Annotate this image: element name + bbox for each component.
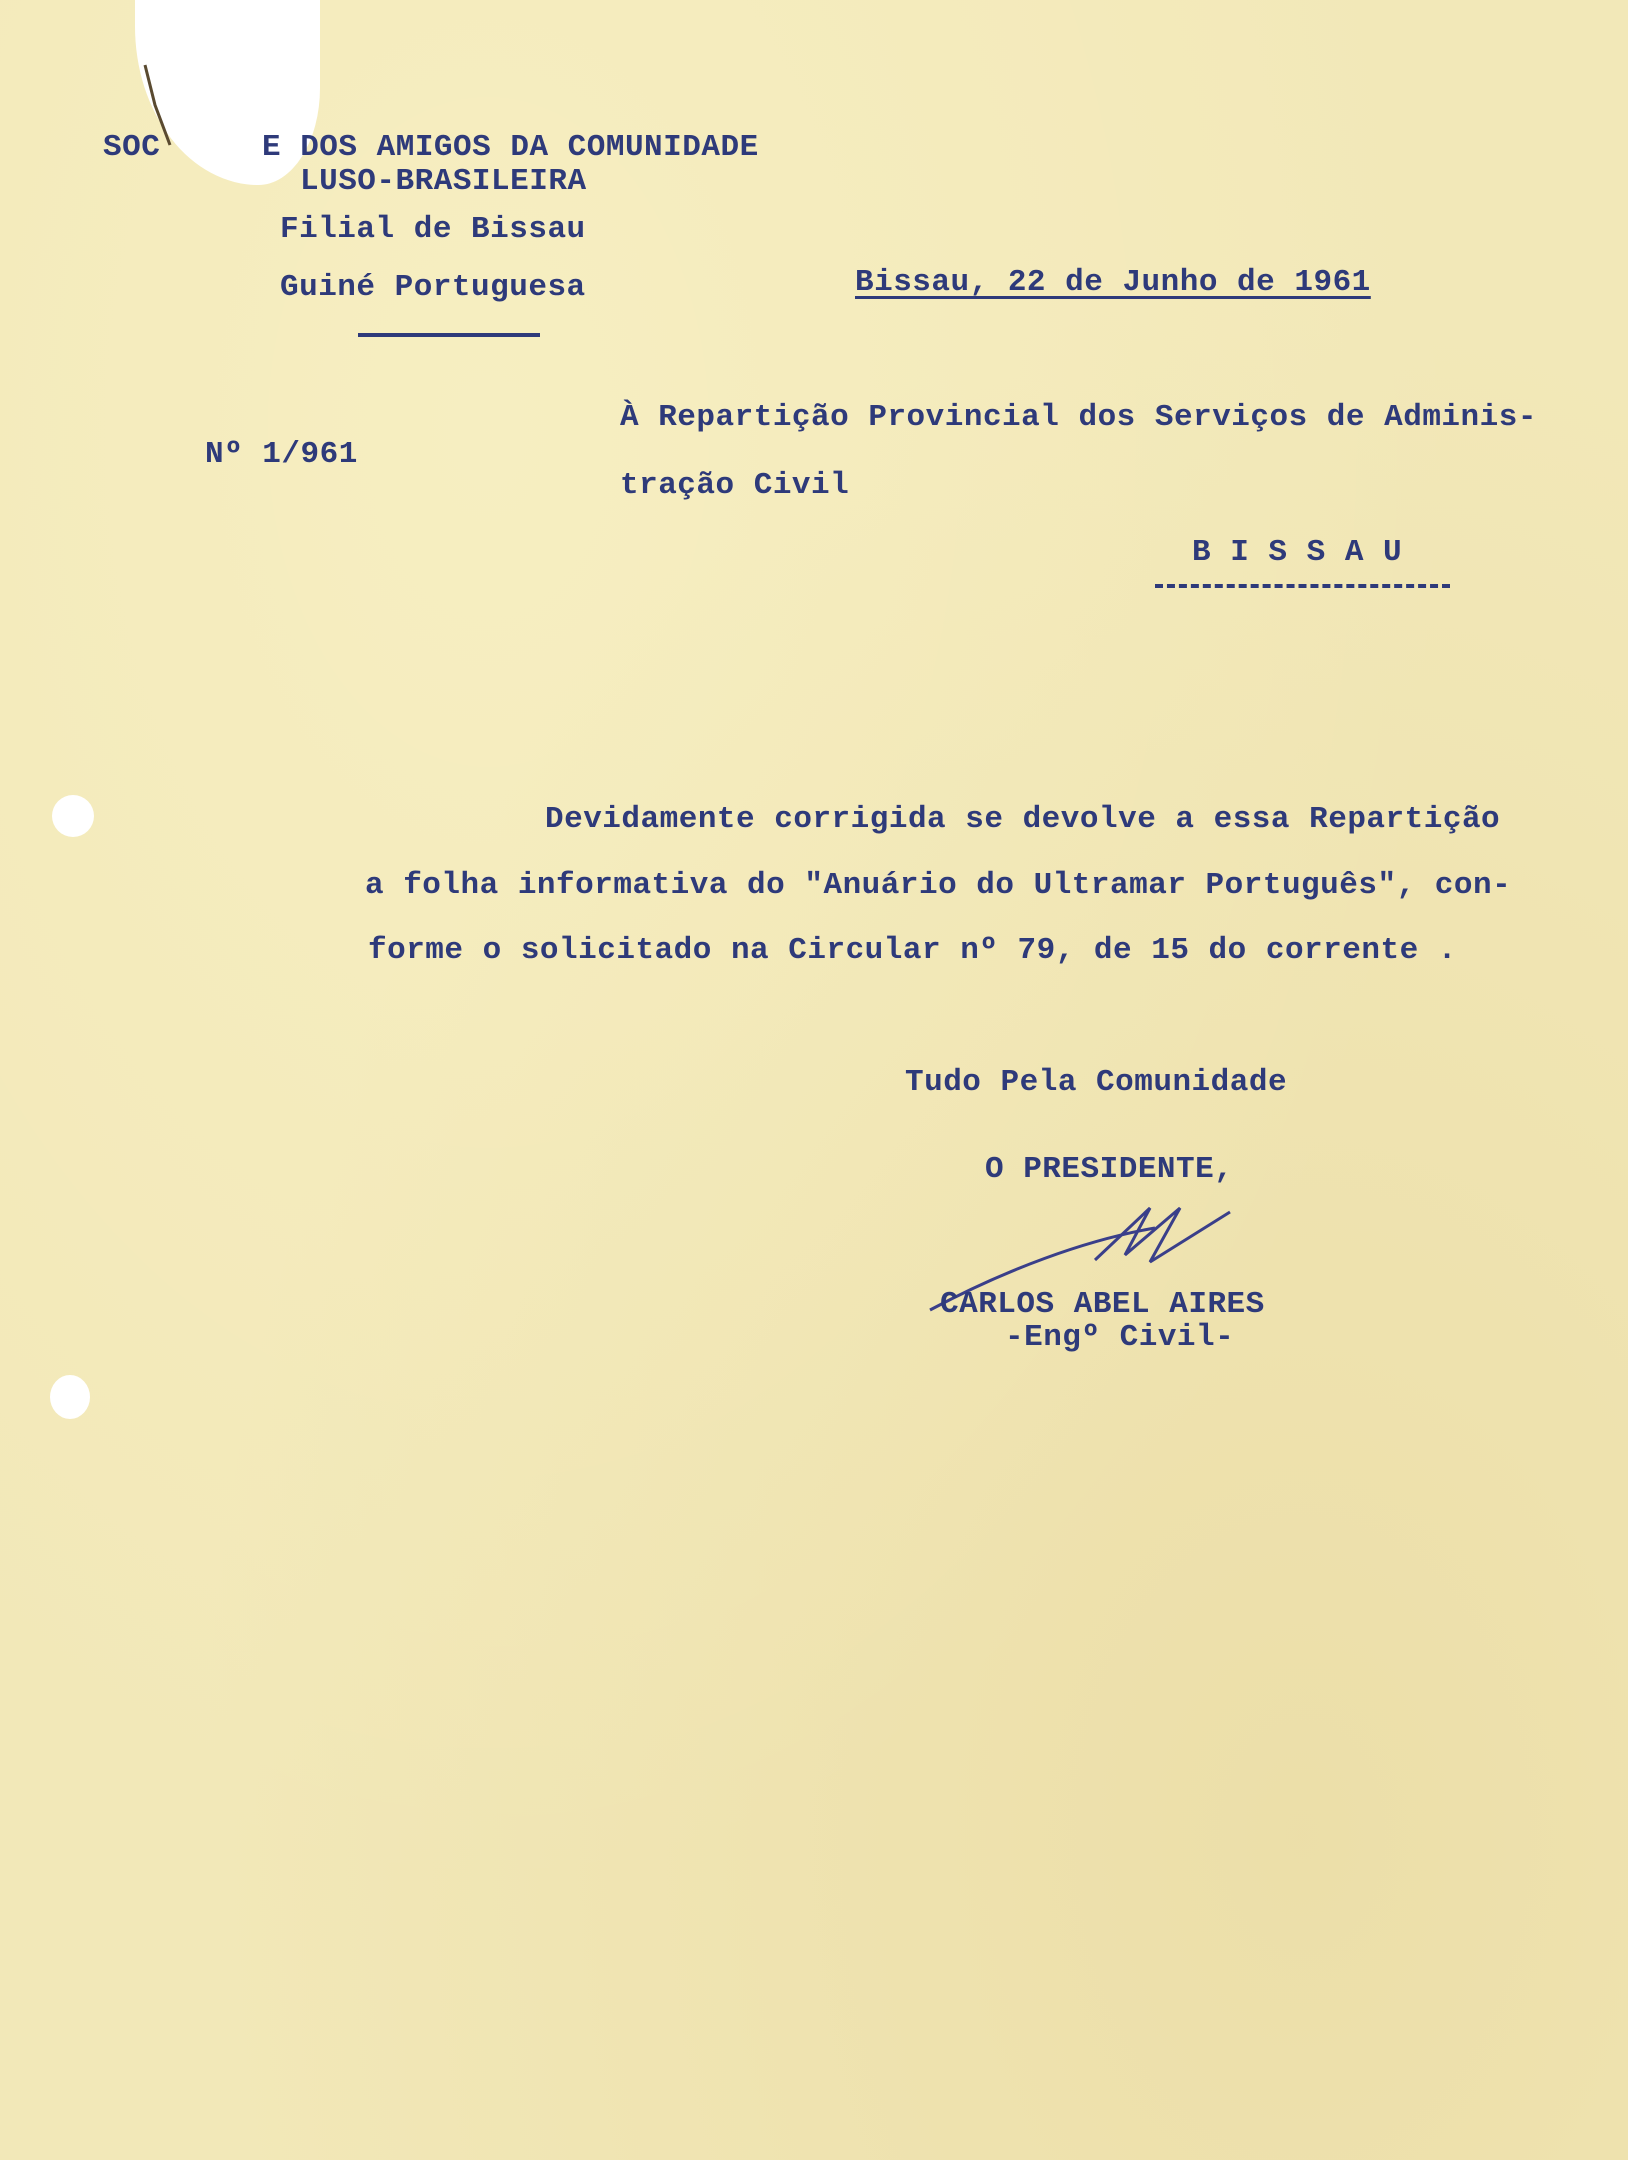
addressee-line2: tração Civil <box>620 468 850 503</box>
letter-date: Bissau, 22 de Junho de 1961 <box>855 265 1371 300</box>
closing-title: O PRESIDENTE, <box>985 1152 1234 1187</box>
reference-number: Nº 1/961 <box>205 437 358 472</box>
letterhead-country: Guiné Portuguesa <box>280 270 586 305</box>
city-dashed-underline <box>1155 584 1450 588</box>
closing-motto: Tudo Pela Comunidade <box>905 1065 1288 1100</box>
signatory-role: -Engº Civil- <box>1005 1320 1235 1355</box>
letterhead-org-line1-right: E DOS AMIGOS DA COMUNIDADE <box>262 130 759 165</box>
punch-hole-top <box>52 795 94 837</box>
body-line3: forme o solicitado na Circular nº 79, de 15 do corrente . <box>368 933 1457 968</box>
letterhead-branch: Filial de Bissau <box>280 212 586 247</box>
letterhead-org-line2: LUSO-BRASILEIRA <box>300 164 587 199</box>
addressee-line1: À Repartição Provincial dos Serviços de Adminis- <box>620 400 1537 435</box>
punch-hole-bottom <box>50 1375 90 1419</box>
scan-margin <box>1628 0 1643 2160</box>
letterhead-org-line1-left: SOC <box>103 130 161 165</box>
addressee-city: B I S S A U <box>1192 535 1403 570</box>
body-line1: Devidamente corrigida se devolve a essa Repartição <box>545 802 1501 837</box>
signatory-name: CARLOS ABEL AIRES <box>940 1287 1265 1322</box>
letterhead-underline <box>358 333 540 337</box>
body-line2: a folha informativa do "Anuário do Ultramar Português", con- <box>365 868 1512 903</box>
